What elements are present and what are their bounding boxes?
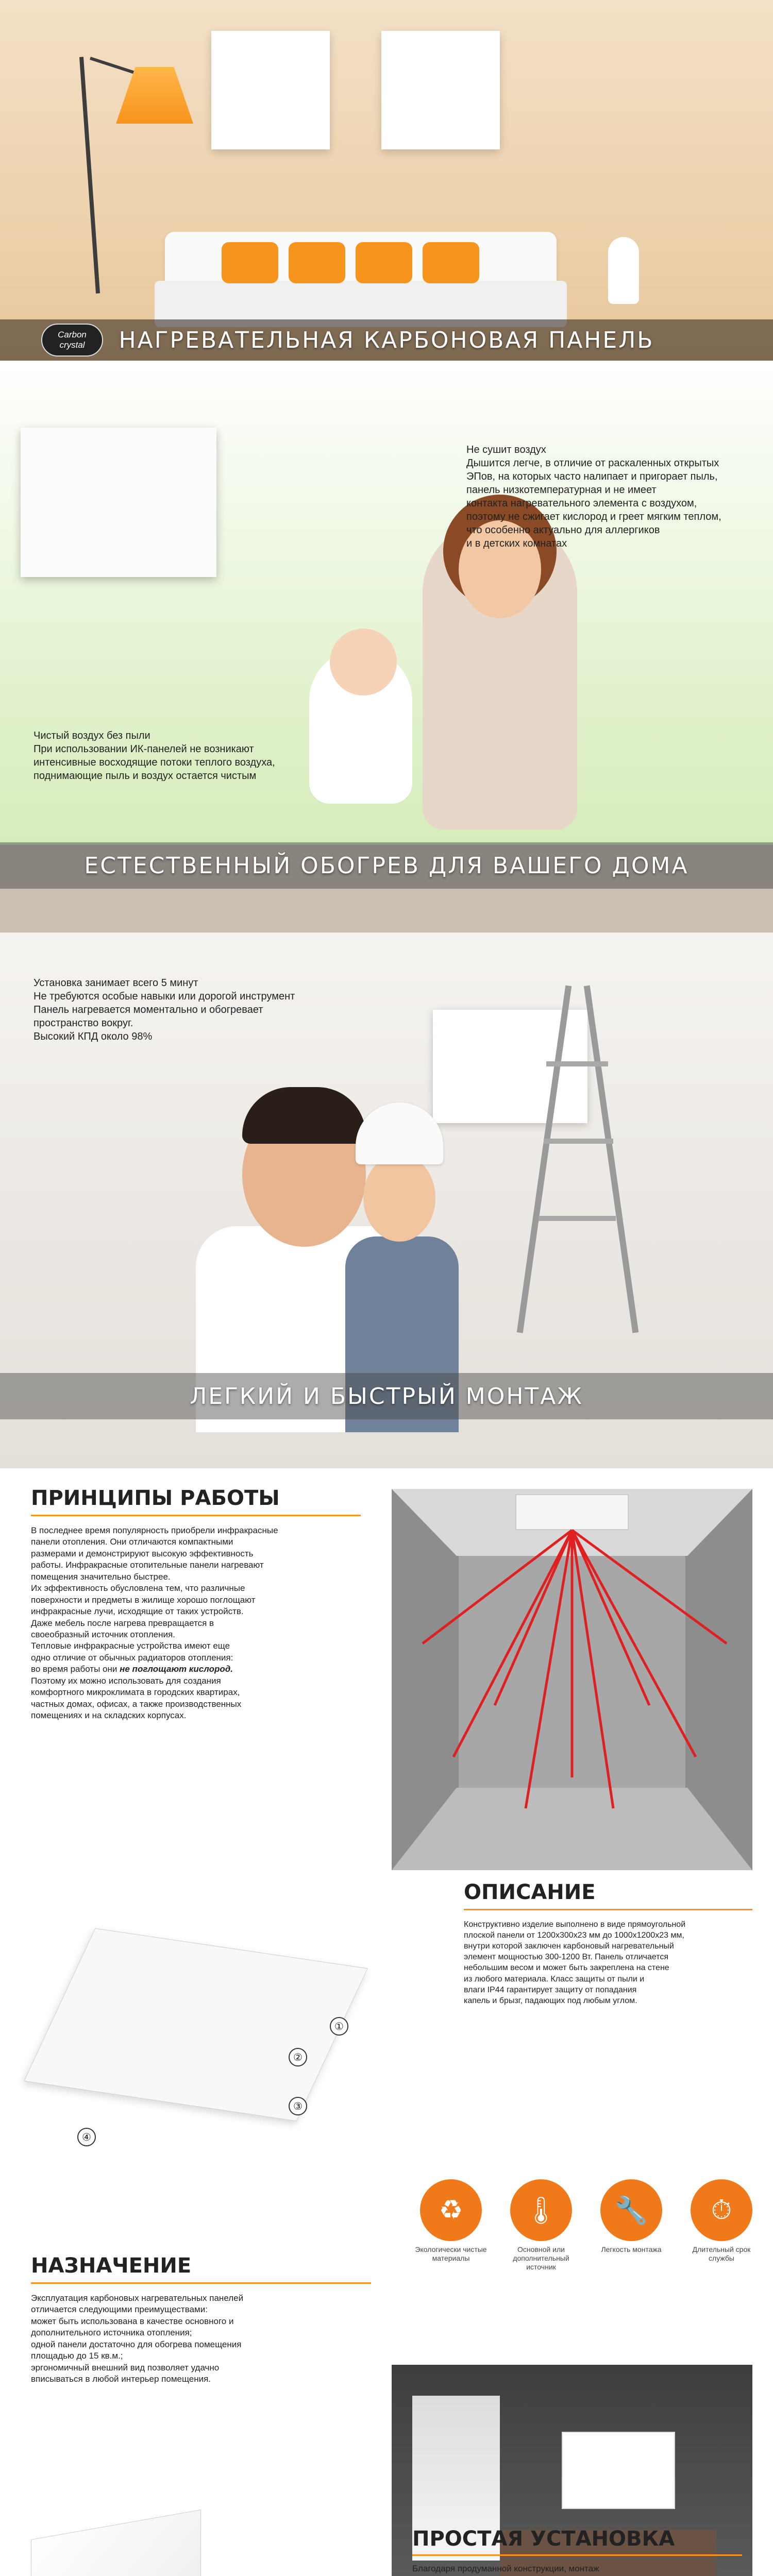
text-line: отличается следующими преимуществами: xyxy=(31,2304,208,2315)
wall-heater-panel xyxy=(562,2432,675,2509)
text-line: Благодаря продуманной конструкции, монтаж xyxy=(412,2564,599,2573)
install-banner xyxy=(0,1373,773,1419)
install-banner-text: ЛЕГКИЙ И БЫСТРЫЙ МОНТАЖ xyxy=(190,1383,583,1410)
text-line: частных домах, офисах, а также производственных xyxy=(31,1699,242,1709)
callout-1: ① xyxy=(330,2017,348,2036)
pillow xyxy=(356,242,412,283)
text-line: одно отличие от обычных радиаторов отопления: xyxy=(31,1652,233,1663)
text-line: плоской панели от 1200x300x23 мм до 1000x1200x23 мм, xyxy=(464,1931,684,1940)
no-dust-text xyxy=(33,729,275,783)
feature-label: Экологически чистые материалы xyxy=(415,2245,487,2262)
recycle-icon: ♻ xyxy=(420,2179,482,2241)
text-line: работы. Инфракрасные отопительные панели нагревают xyxy=(31,1560,264,1570)
purpose-text xyxy=(31,2293,381,2385)
ladder xyxy=(584,985,639,1333)
text-line: влаги IP44 гарантирует защиту от попадания xyxy=(464,1985,637,1994)
panel-side-image xyxy=(31,2510,201,2576)
text-line: поднимающие пыль и воздух остается чистым xyxy=(33,770,257,782)
pillow xyxy=(222,242,278,283)
text-line: Тепловые инфракрасные устройства имеют еще xyxy=(31,1641,230,1651)
text-line: одной панели достаточно для обогрева помещения xyxy=(31,2339,242,2349)
timer-icon: ⏱ xyxy=(691,2179,752,2241)
text-line: пространство вокруг. xyxy=(33,1018,133,1029)
text-line: размерами и демонстрируют высокую эффективность xyxy=(31,1548,254,1558)
feature-lifetime xyxy=(683,2179,760,2263)
callout-4: ④ xyxy=(77,2128,96,2146)
hero-banner-text: НАГРЕВАТЕЛЬНАЯ КАРБОНОВАЯ ПАНЕЛЬ xyxy=(119,327,654,353)
text-line: и в детских комнатах xyxy=(466,538,567,549)
text-line: поверхности и предметы в жилище хорошо поглощают xyxy=(31,1595,256,1605)
text-line: Не сушит воздух xyxy=(466,444,546,455)
thermometer-icon: 🌡 xyxy=(510,2179,572,2241)
text-line: Их эффективность обусловлена тем, что различные xyxy=(31,1583,245,1594)
floor-lamp xyxy=(79,57,100,293)
pillow xyxy=(289,242,345,283)
text-line: своеобразный источник отопления. xyxy=(31,1629,175,1639)
boy-face xyxy=(363,1154,435,1242)
text-line: интенсивные восходящие потоки теплого воздуха, xyxy=(33,757,275,768)
text-line: инфракрасные лучи, исходящие от таких устройств. xyxy=(31,1606,244,1617)
text-line: Поэтому их можно использовать для создания xyxy=(31,1675,221,1686)
hero-banner xyxy=(0,319,773,361)
text-line: Не требуются особые навыки или дорогой инструмент xyxy=(33,991,295,1002)
text-line: вписываться в любой интерьер помещения. xyxy=(31,2374,211,2384)
text-line: Даже мебель после нагрева превращается в xyxy=(31,1618,214,1628)
callout-2: ② xyxy=(289,2048,307,2066)
text-line: что особенно актуально для аллергиков xyxy=(466,524,660,536)
text-line: элемент мощностью 300-1200 Вт. Панель отличается xyxy=(464,1953,669,1962)
brand-logo xyxy=(41,324,103,357)
text-line: эргономичный внешний вид позволяет удачно xyxy=(31,2362,220,2372)
family-banner xyxy=(0,842,773,889)
heading-underline xyxy=(464,1909,752,1910)
man-hair xyxy=(242,1087,366,1144)
feature-label: Длительный срок службы xyxy=(692,2245,751,2262)
feature-label: Легкость монтажа xyxy=(601,2245,662,2253)
ladder-rung xyxy=(539,1216,616,1221)
heading-underline xyxy=(31,2282,371,2284)
family-banner-text: ЕСТЕСТВЕННЫЙ ОБОГРЕВ ДЛЯ ВАШЕГО ДОМА xyxy=(84,852,689,879)
heading-underline xyxy=(31,1515,361,1516)
vase xyxy=(608,237,639,304)
heater-panel-image xyxy=(21,428,216,577)
callout-3: ③ xyxy=(289,2097,307,2115)
logo-line: Carbon xyxy=(58,330,87,340)
text-line: Чистый воздух без пыли xyxy=(33,730,150,741)
text-line: капель и брызг, падающих под любым углом. xyxy=(464,1996,637,2005)
logo-line: crystal xyxy=(59,340,85,350)
text-line: контакта нагревательного элемента с воздухом, xyxy=(466,498,697,509)
text-line: панель низкотемпературная и не имеет xyxy=(466,484,657,496)
feature-mounting xyxy=(593,2179,670,2254)
baby-face xyxy=(330,629,397,696)
pillow xyxy=(423,242,479,283)
install-section xyxy=(0,933,773,1468)
text-line: Панель нагревается моментально и обогревает xyxy=(33,1004,263,1015)
easy-install-heading: ПРОСТАЯ УСТАНОВКА xyxy=(412,2527,675,2551)
text-span: во время работы они xyxy=(31,1664,117,1674)
text-line: панели отопления. Они отличаются компактными xyxy=(31,1537,233,1547)
ladder-rung xyxy=(546,1061,608,1066)
highlight-text: не поглощают кислород. xyxy=(120,1664,233,1674)
text-line: площадью до 15 кв.м.; xyxy=(31,2351,123,2361)
clean-air-text xyxy=(466,443,721,550)
text-line: из любого материала. Класс защиты от пыли и xyxy=(464,1974,645,1984)
feature-label: Основной или дополнительный источник xyxy=(513,2245,569,2271)
text-line: ЭПов, на которых часто налипает и пригорает пыль, xyxy=(466,471,718,482)
panel-diagram xyxy=(24,1928,368,2121)
lamp-shade xyxy=(116,67,193,124)
text-line xyxy=(31,1664,381,1675)
text-line: поэтому не сжигает кислород и греет мягким теплом, xyxy=(466,511,721,522)
text-line: При использовании ИК-панелей не возникают xyxy=(33,743,254,755)
text-line: помещениях и на складских корпусах. xyxy=(31,1710,187,1720)
text-line: комфортного микроклимата в городских квартирах, xyxy=(31,1687,240,1698)
wall-frame-left xyxy=(211,31,330,149)
text-line: Дышится легче, в отличие от раскаленных открытых xyxy=(466,457,719,469)
text-line: внутри которой заключен карбоновый нагревательный xyxy=(464,1942,674,1951)
hard-hat xyxy=(356,1103,443,1164)
text-line: дополнительного источника отопления; xyxy=(31,2328,192,2338)
text-line: может быть использована в качестве основного и xyxy=(31,2316,234,2326)
radiation-diagram xyxy=(392,1489,752,1870)
purpose-heading: НАЗНАЧЕНИЕ xyxy=(31,2254,192,2278)
description-text xyxy=(464,1919,763,2006)
text-line: небольшим весом и может быть закреплена на стене xyxy=(464,1963,669,1973)
principles-heading: ПРИНЦИПЫ РАБОТЫ xyxy=(31,1486,280,1510)
text-line: Установка занимает всего 5 минут xyxy=(33,977,198,989)
text-line: Высокий КПД около 98% xyxy=(33,1031,153,1042)
feature-source xyxy=(502,2179,580,2271)
family-section xyxy=(0,361,773,933)
text-line: помещения значительно быстрее. xyxy=(31,1571,171,1582)
description-heading: ОПИСАНИЕ xyxy=(464,1880,596,1904)
wrench-icon: 🔧 xyxy=(600,2179,662,2241)
principles-text xyxy=(31,1525,381,1721)
features-icons xyxy=(412,2179,763,2282)
heading-underline xyxy=(412,2554,742,2556)
feature-eco xyxy=(412,2179,490,2263)
easy-install-text xyxy=(412,2563,752,2576)
hero-section xyxy=(0,0,773,361)
wall-frame-right xyxy=(381,31,500,149)
text-line: В последнее время популярность приобрели инфракрасные xyxy=(31,1526,278,1535)
install-text xyxy=(33,976,295,1043)
ladder-rung xyxy=(544,1139,613,1144)
text-line: Эксплуатация карбоновых нагревательных панелей xyxy=(31,2293,244,2303)
heat-rays xyxy=(392,1489,752,1870)
text-line: Конструктивно изделие выполнено в виде прямоугольной xyxy=(464,1920,686,1929)
